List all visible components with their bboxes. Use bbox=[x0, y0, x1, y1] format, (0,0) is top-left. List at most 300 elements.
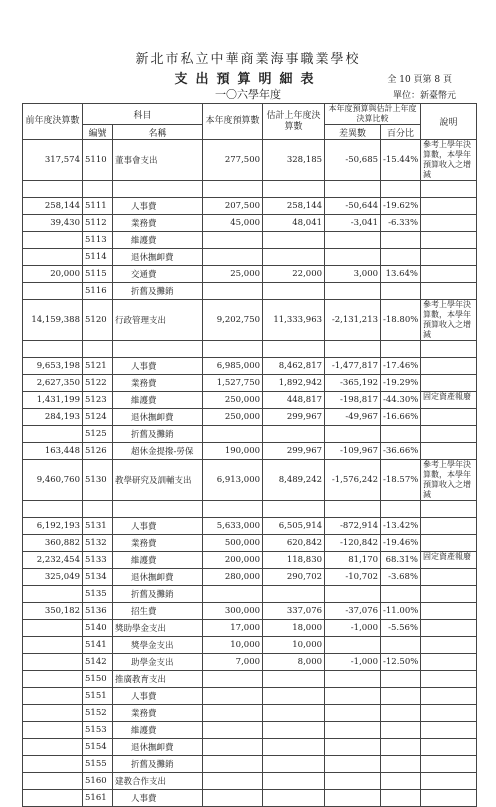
cell-code: 5113 bbox=[83, 232, 113, 249]
cell-diff: -120,842 bbox=[325, 535, 381, 552]
cell-name: 推廣教育支出 bbox=[113, 671, 203, 688]
cell-remark bbox=[421, 358, 477, 375]
cell-prev-final: 163,448 bbox=[23, 443, 83, 460]
cell-pct bbox=[381, 341, 421, 358]
cell-code: 5123 bbox=[83, 392, 113, 409]
cell-name: 折舊及攤銷 bbox=[113, 756, 203, 773]
cell-budget bbox=[203, 181, 263, 198]
cell-est-last bbox=[263, 501, 325, 518]
cell-pct bbox=[381, 501, 421, 518]
cell-est-last: 1,892,942 bbox=[263, 375, 325, 392]
cell-name bbox=[113, 341, 203, 358]
cell-budget: 300,000 bbox=[203, 603, 263, 620]
cell-pct: -19.62% bbox=[381, 198, 421, 215]
cell-pct bbox=[381, 283, 421, 300]
cell-pct bbox=[381, 790, 421, 807]
table-row bbox=[23, 443, 477, 460]
cell-remark bbox=[421, 671, 477, 688]
cell-budget: 277,500 bbox=[203, 140, 263, 181]
cell-est-last: 620,842 bbox=[263, 535, 325, 552]
cell-code: 5110 bbox=[83, 140, 113, 181]
cell-remark bbox=[421, 215, 477, 232]
cell-prev-final bbox=[23, 341, 83, 358]
table-row bbox=[23, 341, 477, 358]
cell-budget: 9,202,750 bbox=[203, 300, 263, 341]
cell-budget: 10,000 bbox=[203, 637, 263, 654]
cell-name: 維護費 bbox=[113, 392, 203, 409]
table-row bbox=[23, 671, 477, 688]
cell-name: 業務費 bbox=[113, 705, 203, 722]
cell-pct bbox=[381, 773, 421, 790]
cell-remark bbox=[421, 790, 477, 807]
cell-budget: 6,985,000 bbox=[203, 358, 263, 375]
cell-name: 交通費 bbox=[113, 266, 203, 283]
cell-remark bbox=[421, 375, 477, 392]
table-row bbox=[23, 358, 477, 375]
cell-prev-final bbox=[23, 722, 83, 739]
cell-pct bbox=[381, 705, 421, 722]
col-diff: 差異數 bbox=[325, 125, 381, 140]
cell-budget: 280,000 bbox=[203, 569, 263, 586]
cell-est-last: 48,041 bbox=[263, 215, 325, 232]
cell-code: 5151 bbox=[83, 688, 113, 705]
cell-remark bbox=[421, 409, 477, 426]
cell-code: 5134 bbox=[83, 569, 113, 586]
cell-diff bbox=[325, 426, 381, 443]
cell-name: 退休撫卹費 bbox=[113, 569, 203, 586]
cell-pct bbox=[381, 739, 421, 756]
cell-budget: 17,000 bbox=[203, 620, 263, 637]
cell-name: 人事費 bbox=[113, 198, 203, 215]
academic-year: 一〇六學年度 bbox=[215, 88, 281, 101]
cell-est-last bbox=[263, 722, 325, 739]
cell-code: 5125 bbox=[83, 426, 113, 443]
cell-prev-final: 2,232,454 bbox=[23, 552, 83, 569]
cell-est-last: 290,702 bbox=[263, 569, 325, 586]
cell-name: 獎學金支出 bbox=[113, 637, 203, 654]
cell-name: 退休撫卹費 bbox=[113, 409, 203, 426]
page-info: 全 10 頁第 8 頁 bbox=[387, 75, 452, 85]
col-remark: 說明 bbox=[421, 104, 477, 140]
cell-diff: -10,702 bbox=[325, 569, 381, 586]
cell-remark: 參考上學年決算數，本學年預算收入之增減 bbox=[421, 460, 477, 501]
cell-diff: 3,000 bbox=[325, 266, 381, 283]
table-row bbox=[23, 409, 477, 426]
cell-prev-final: 317,574 bbox=[23, 140, 83, 181]
cell-code: 5135 bbox=[83, 586, 113, 603]
cell-pct bbox=[381, 756, 421, 773]
cell-code bbox=[83, 341, 113, 358]
cell-name bbox=[113, 501, 203, 518]
cell-budget bbox=[203, 586, 263, 603]
cell-pct: -6.33% bbox=[381, 215, 421, 232]
table-row bbox=[23, 392, 477, 409]
cell-prev-final bbox=[23, 790, 83, 807]
cell-name: 維護費 bbox=[113, 552, 203, 569]
cell-code: 5150 bbox=[83, 671, 113, 688]
cell-prev-final bbox=[23, 501, 83, 518]
cell-name: 招生費 bbox=[113, 603, 203, 620]
cell-budget: 500,000 bbox=[203, 535, 263, 552]
table-row bbox=[23, 569, 477, 586]
cell-budget bbox=[203, 232, 263, 249]
cell-remark bbox=[421, 569, 477, 586]
cell-name: 助學金支出 bbox=[113, 654, 203, 671]
cell-est-last: 258,144 bbox=[263, 198, 325, 215]
cell-est-last bbox=[263, 426, 325, 443]
cell-diff bbox=[325, 181, 381, 198]
cell-name: 獎助學金支出 bbox=[113, 620, 203, 637]
cell-budget bbox=[203, 501, 263, 518]
cell-remark bbox=[421, 341, 477, 358]
cell-est-last bbox=[263, 756, 325, 773]
cell-est-last: 448,817 bbox=[263, 392, 325, 409]
cell-pct bbox=[381, 249, 421, 266]
table-row bbox=[23, 283, 477, 300]
cell-remark bbox=[421, 637, 477, 654]
cell-pct: -5.56% bbox=[381, 620, 421, 637]
table-row bbox=[23, 552, 477, 569]
table-row bbox=[23, 688, 477, 705]
cell-diff bbox=[325, 739, 381, 756]
cell-remark bbox=[421, 654, 477, 671]
cell-diff: -109,967 bbox=[325, 443, 381, 460]
cell-est-last: 10,000 bbox=[263, 637, 325, 654]
table-row bbox=[23, 140, 477, 181]
table-row bbox=[23, 198, 477, 215]
table-row bbox=[23, 232, 477, 249]
cell-est-last bbox=[263, 688, 325, 705]
cell-est-last: 11,333,963 bbox=[263, 300, 325, 341]
cell-est-last: 8,000 bbox=[263, 654, 325, 671]
cell-code: 5160 bbox=[83, 773, 113, 790]
cell-pct: -3.68% bbox=[381, 569, 421, 586]
cell-est-last: 8,489,242 bbox=[263, 460, 325, 501]
cell-name: 折舊及攤銷 bbox=[113, 283, 203, 300]
cell-remark bbox=[421, 722, 477, 739]
cell-code: 5152 bbox=[83, 705, 113, 722]
cell-remark bbox=[421, 232, 477, 249]
cell-name: 人事費 bbox=[113, 358, 203, 375]
cell-code: 5120 bbox=[83, 300, 113, 341]
cell-code: 5153 bbox=[83, 722, 113, 739]
cell-budget: 1,527,750 bbox=[203, 375, 263, 392]
cell-name: 業務費 bbox=[113, 535, 203, 552]
cell-budget bbox=[203, 773, 263, 790]
cell-code: 5111 bbox=[83, 198, 113, 215]
cell-name: 業務費 bbox=[113, 215, 203, 232]
cell-code: 5133 bbox=[83, 552, 113, 569]
cell-prev-final bbox=[23, 232, 83, 249]
cell-budget: 207,500 bbox=[203, 198, 263, 215]
cell-name: 超休金提撥-勞保 bbox=[113, 443, 203, 460]
cell-name: 董事會支出 bbox=[113, 140, 203, 181]
cell-pct: -36.66% bbox=[381, 443, 421, 460]
cell-pct bbox=[381, 671, 421, 688]
cell-budget bbox=[203, 722, 263, 739]
col-budget: 本年度預算數 bbox=[203, 104, 263, 140]
cell-pct: -19.29% bbox=[381, 375, 421, 392]
cell-prev-final: 14,159,388 bbox=[23, 300, 83, 341]
cell-pct: -15.44% bbox=[381, 140, 421, 181]
cell-remark bbox=[421, 198, 477, 215]
cell-est-last bbox=[263, 671, 325, 688]
cell-prev-final: 350,182 bbox=[23, 603, 83, 620]
cell-diff: -37,076 bbox=[325, 603, 381, 620]
cell-est-last: 337,076 bbox=[263, 603, 325, 620]
cell-diff bbox=[325, 249, 381, 266]
cell-name: 折舊及攤銷 bbox=[113, 426, 203, 443]
table-row bbox=[23, 586, 477, 603]
cell-remark bbox=[421, 249, 477, 266]
cell-pct: -18.57% bbox=[381, 460, 421, 501]
table-row bbox=[23, 460, 477, 501]
col-compare: 本年度預算與估計上年度決算比較 bbox=[325, 104, 421, 125]
cell-remark: 固定資產報廢 bbox=[421, 392, 477, 409]
cell-est-last: 328,185 bbox=[263, 140, 325, 181]
cell-prev-final bbox=[23, 181, 83, 198]
cell-code: 5121 bbox=[83, 358, 113, 375]
table-row bbox=[23, 518, 477, 535]
table-row bbox=[23, 426, 477, 443]
cell-remark bbox=[421, 535, 477, 552]
table-row bbox=[23, 722, 477, 739]
col-subject: 科目 bbox=[83, 104, 203, 125]
table-row bbox=[23, 637, 477, 654]
cell-remark bbox=[421, 773, 477, 790]
cell-diff: -50,685 bbox=[325, 140, 381, 181]
table-row bbox=[23, 790, 477, 807]
cell-est-last: 8,462,817 bbox=[263, 358, 325, 375]
cell-diff: -1,000 bbox=[325, 654, 381, 671]
col-prev-final: 前年度決算數 bbox=[23, 104, 83, 140]
cell-prev-final bbox=[23, 637, 83, 654]
cell-diff: -365,192 bbox=[325, 375, 381, 392]
table-row bbox=[23, 739, 477, 756]
cell-pct: -12.50% bbox=[381, 654, 421, 671]
cell-diff bbox=[325, 232, 381, 249]
cell-est-last: 22,000 bbox=[263, 266, 325, 283]
cell-code: 5136 bbox=[83, 603, 113, 620]
cell-code: 5155 bbox=[83, 756, 113, 773]
cell-budget bbox=[203, 341, 263, 358]
cell-code: 5114 bbox=[83, 249, 113, 266]
cell-budget bbox=[203, 688, 263, 705]
cell-budget bbox=[203, 283, 263, 300]
cell-diff: -49,967 bbox=[325, 409, 381, 426]
cell-prev-final bbox=[23, 283, 83, 300]
cell-remark bbox=[421, 739, 477, 756]
cell-name: 建教合作支出 bbox=[113, 773, 203, 790]
cell-remark bbox=[421, 705, 477, 722]
table-row bbox=[23, 300, 477, 341]
cell-diff: -198,817 bbox=[325, 392, 381, 409]
cell-code: 5122 bbox=[83, 375, 113, 392]
currency-unit: 單位：新臺幣元 bbox=[392, 91, 456, 101]
table-header bbox=[23, 104, 477, 140]
cell-budget bbox=[203, 671, 263, 688]
cell-diff bbox=[325, 283, 381, 300]
cell-diff: -50,644 bbox=[325, 198, 381, 215]
cell-pct: 68.31% bbox=[381, 552, 421, 569]
cell-code: 5115 bbox=[83, 266, 113, 283]
table-row bbox=[23, 705, 477, 722]
table-row bbox=[23, 249, 477, 266]
cell-name: 折舊及攤銷 bbox=[113, 586, 203, 603]
cell-remark: 參考上學年決算數，本學年預算收入之增減 bbox=[421, 300, 477, 341]
cell-diff bbox=[325, 501, 381, 518]
cell-prev-final: 2,627,350 bbox=[23, 375, 83, 392]
cell-pct: -18.80% bbox=[381, 300, 421, 341]
table-row bbox=[23, 215, 477, 232]
table-row bbox=[23, 181, 477, 198]
cell-est-last bbox=[263, 790, 325, 807]
cell-diff bbox=[325, 671, 381, 688]
cell-diff bbox=[325, 790, 381, 807]
cell-est-last bbox=[263, 249, 325, 266]
cell-prev-final bbox=[23, 773, 83, 790]
cell-budget: 7,000 bbox=[203, 654, 263, 671]
cell-name: 行政管理支出 bbox=[113, 300, 203, 341]
cell-est-last bbox=[263, 181, 325, 198]
cell-code: 5124 bbox=[83, 409, 113, 426]
cell-diff: -3,041 bbox=[325, 215, 381, 232]
cell-budget bbox=[203, 249, 263, 266]
cell-name: 維護費 bbox=[113, 722, 203, 739]
cell-code: 5132 bbox=[83, 535, 113, 552]
cell-remark bbox=[421, 283, 477, 300]
budget-table-wrap bbox=[22, 103, 476, 807]
cell-prev-final: 1,431,199 bbox=[23, 392, 83, 409]
cell-remark bbox=[421, 603, 477, 620]
col-name: 名稱 bbox=[113, 125, 203, 140]
cell-pct bbox=[381, 688, 421, 705]
cell-code: 5112 bbox=[83, 215, 113, 232]
table-row bbox=[23, 773, 477, 790]
cell-diff bbox=[325, 688, 381, 705]
cell-budget: 190,000 bbox=[203, 443, 263, 460]
cell-est-last: 18,000 bbox=[263, 620, 325, 637]
cell-diff: -1,000 bbox=[325, 620, 381, 637]
cell-diff bbox=[325, 341, 381, 358]
cell-pct bbox=[381, 232, 421, 249]
cell-diff bbox=[325, 705, 381, 722]
cell-est-last: 118,830 bbox=[263, 552, 325, 569]
cell-prev-final: 325,049 bbox=[23, 569, 83, 586]
cell-name bbox=[113, 181, 203, 198]
cell-remark bbox=[421, 620, 477, 637]
cell-code: 5116 bbox=[83, 283, 113, 300]
cell-budget bbox=[203, 790, 263, 807]
cell-prev-final bbox=[23, 688, 83, 705]
cell-est-last bbox=[263, 341, 325, 358]
cell-prev-final bbox=[23, 756, 83, 773]
table-row bbox=[23, 603, 477, 620]
table-row bbox=[23, 266, 477, 283]
cell-name: 退休撫卹費 bbox=[113, 739, 203, 756]
cell-diff bbox=[325, 756, 381, 773]
cell-prev-final bbox=[23, 705, 83, 722]
cell-name: 維護費 bbox=[113, 232, 203, 249]
cell-budget bbox=[203, 756, 263, 773]
budget-table bbox=[22, 103, 477, 807]
cell-name: 人事費 bbox=[113, 688, 203, 705]
cell-name: 人事費 bbox=[113, 518, 203, 535]
cell-diff bbox=[325, 722, 381, 739]
table-body bbox=[23, 140, 477, 807]
cell-remark: 參考上學年決算數，本學年預算收入之增減 bbox=[421, 140, 477, 181]
cell-prev-final bbox=[23, 426, 83, 443]
cell-pct bbox=[381, 181, 421, 198]
cell-code bbox=[83, 181, 113, 198]
cell-diff: 81,170 bbox=[325, 552, 381, 569]
cell-budget: 6,913,000 bbox=[203, 460, 263, 501]
cell-code: 5131 bbox=[83, 518, 113, 535]
cell-remark bbox=[421, 688, 477, 705]
cell-est-last bbox=[263, 739, 325, 756]
cell-code: 5130 bbox=[83, 460, 113, 501]
cell-budget: 200,000 bbox=[203, 552, 263, 569]
cell-est-last: 299,967 bbox=[263, 443, 325, 460]
table-row bbox=[23, 756, 477, 773]
cell-pct: -44.30% bbox=[381, 392, 421, 409]
cell-code: 5126 bbox=[83, 443, 113, 460]
cell-budget: 250,000 bbox=[203, 392, 263, 409]
cell-budget bbox=[203, 426, 263, 443]
table-row bbox=[23, 620, 477, 637]
cell-budget bbox=[203, 705, 263, 722]
cell-prev-final bbox=[23, 671, 83, 688]
cell-budget: 5,633,000 bbox=[203, 518, 263, 535]
cell-diff: -2,131,213 bbox=[325, 300, 381, 341]
col-code: 編號 bbox=[83, 125, 113, 140]
table-row bbox=[23, 535, 477, 552]
col-pct: 百分比 bbox=[381, 125, 421, 140]
cell-est-last bbox=[263, 773, 325, 790]
cell-remark bbox=[421, 586, 477, 603]
cell-prev-final bbox=[23, 586, 83, 603]
table-row bbox=[23, 654, 477, 671]
cell-name: 教學研究及訓輔支出 bbox=[113, 460, 203, 501]
cell-code: 5161 bbox=[83, 790, 113, 807]
document-title: 支出預算明細表 bbox=[174, 72, 322, 87]
cell-prev-final: 360,882 bbox=[23, 535, 83, 552]
cell-est-last bbox=[263, 232, 325, 249]
cell-pct: -19.46% bbox=[381, 535, 421, 552]
cell-prev-final: 6,192,193 bbox=[23, 518, 83, 535]
table-row bbox=[23, 375, 477, 392]
table-row bbox=[23, 501, 477, 518]
cell-est-last: 6,505,914 bbox=[263, 518, 325, 535]
cell-remark bbox=[421, 266, 477, 283]
cell-remark bbox=[421, 518, 477, 535]
cell-remark bbox=[421, 443, 477, 460]
cell-prev-final: 20,000 bbox=[23, 266, 83, 283]
cell-prev-final: 284,193 bbox=[23, 409, 83, 426]
cell-budget bbox=[203, 739, 263, 756]
cell-pct: -13.42% bbox=[381, 518, 421, 535]
cell-prev-final bbox=[23, 249, 83, 266]
cell-est-last bbox=[263, 705, 325, 722]
cell-prev-final bbox=[23, 739, 83, 756]
cell-remark bbox=[421, 501, 477, 518]
cell-pct bbox=[381, 637, 421, 654]
cell-pct: -11.00% bbox=[381, 603, 421, 620]
cell-diff bbox=[325, 637, 381, 654]
cell-code: 5141 bbox=[83, 637, 113, 654]
cell-code: 5142 bbox=[83, 654, 113, 671]
cell-diff: -1,477,817 bbox=[325, 358, 381, 375]
